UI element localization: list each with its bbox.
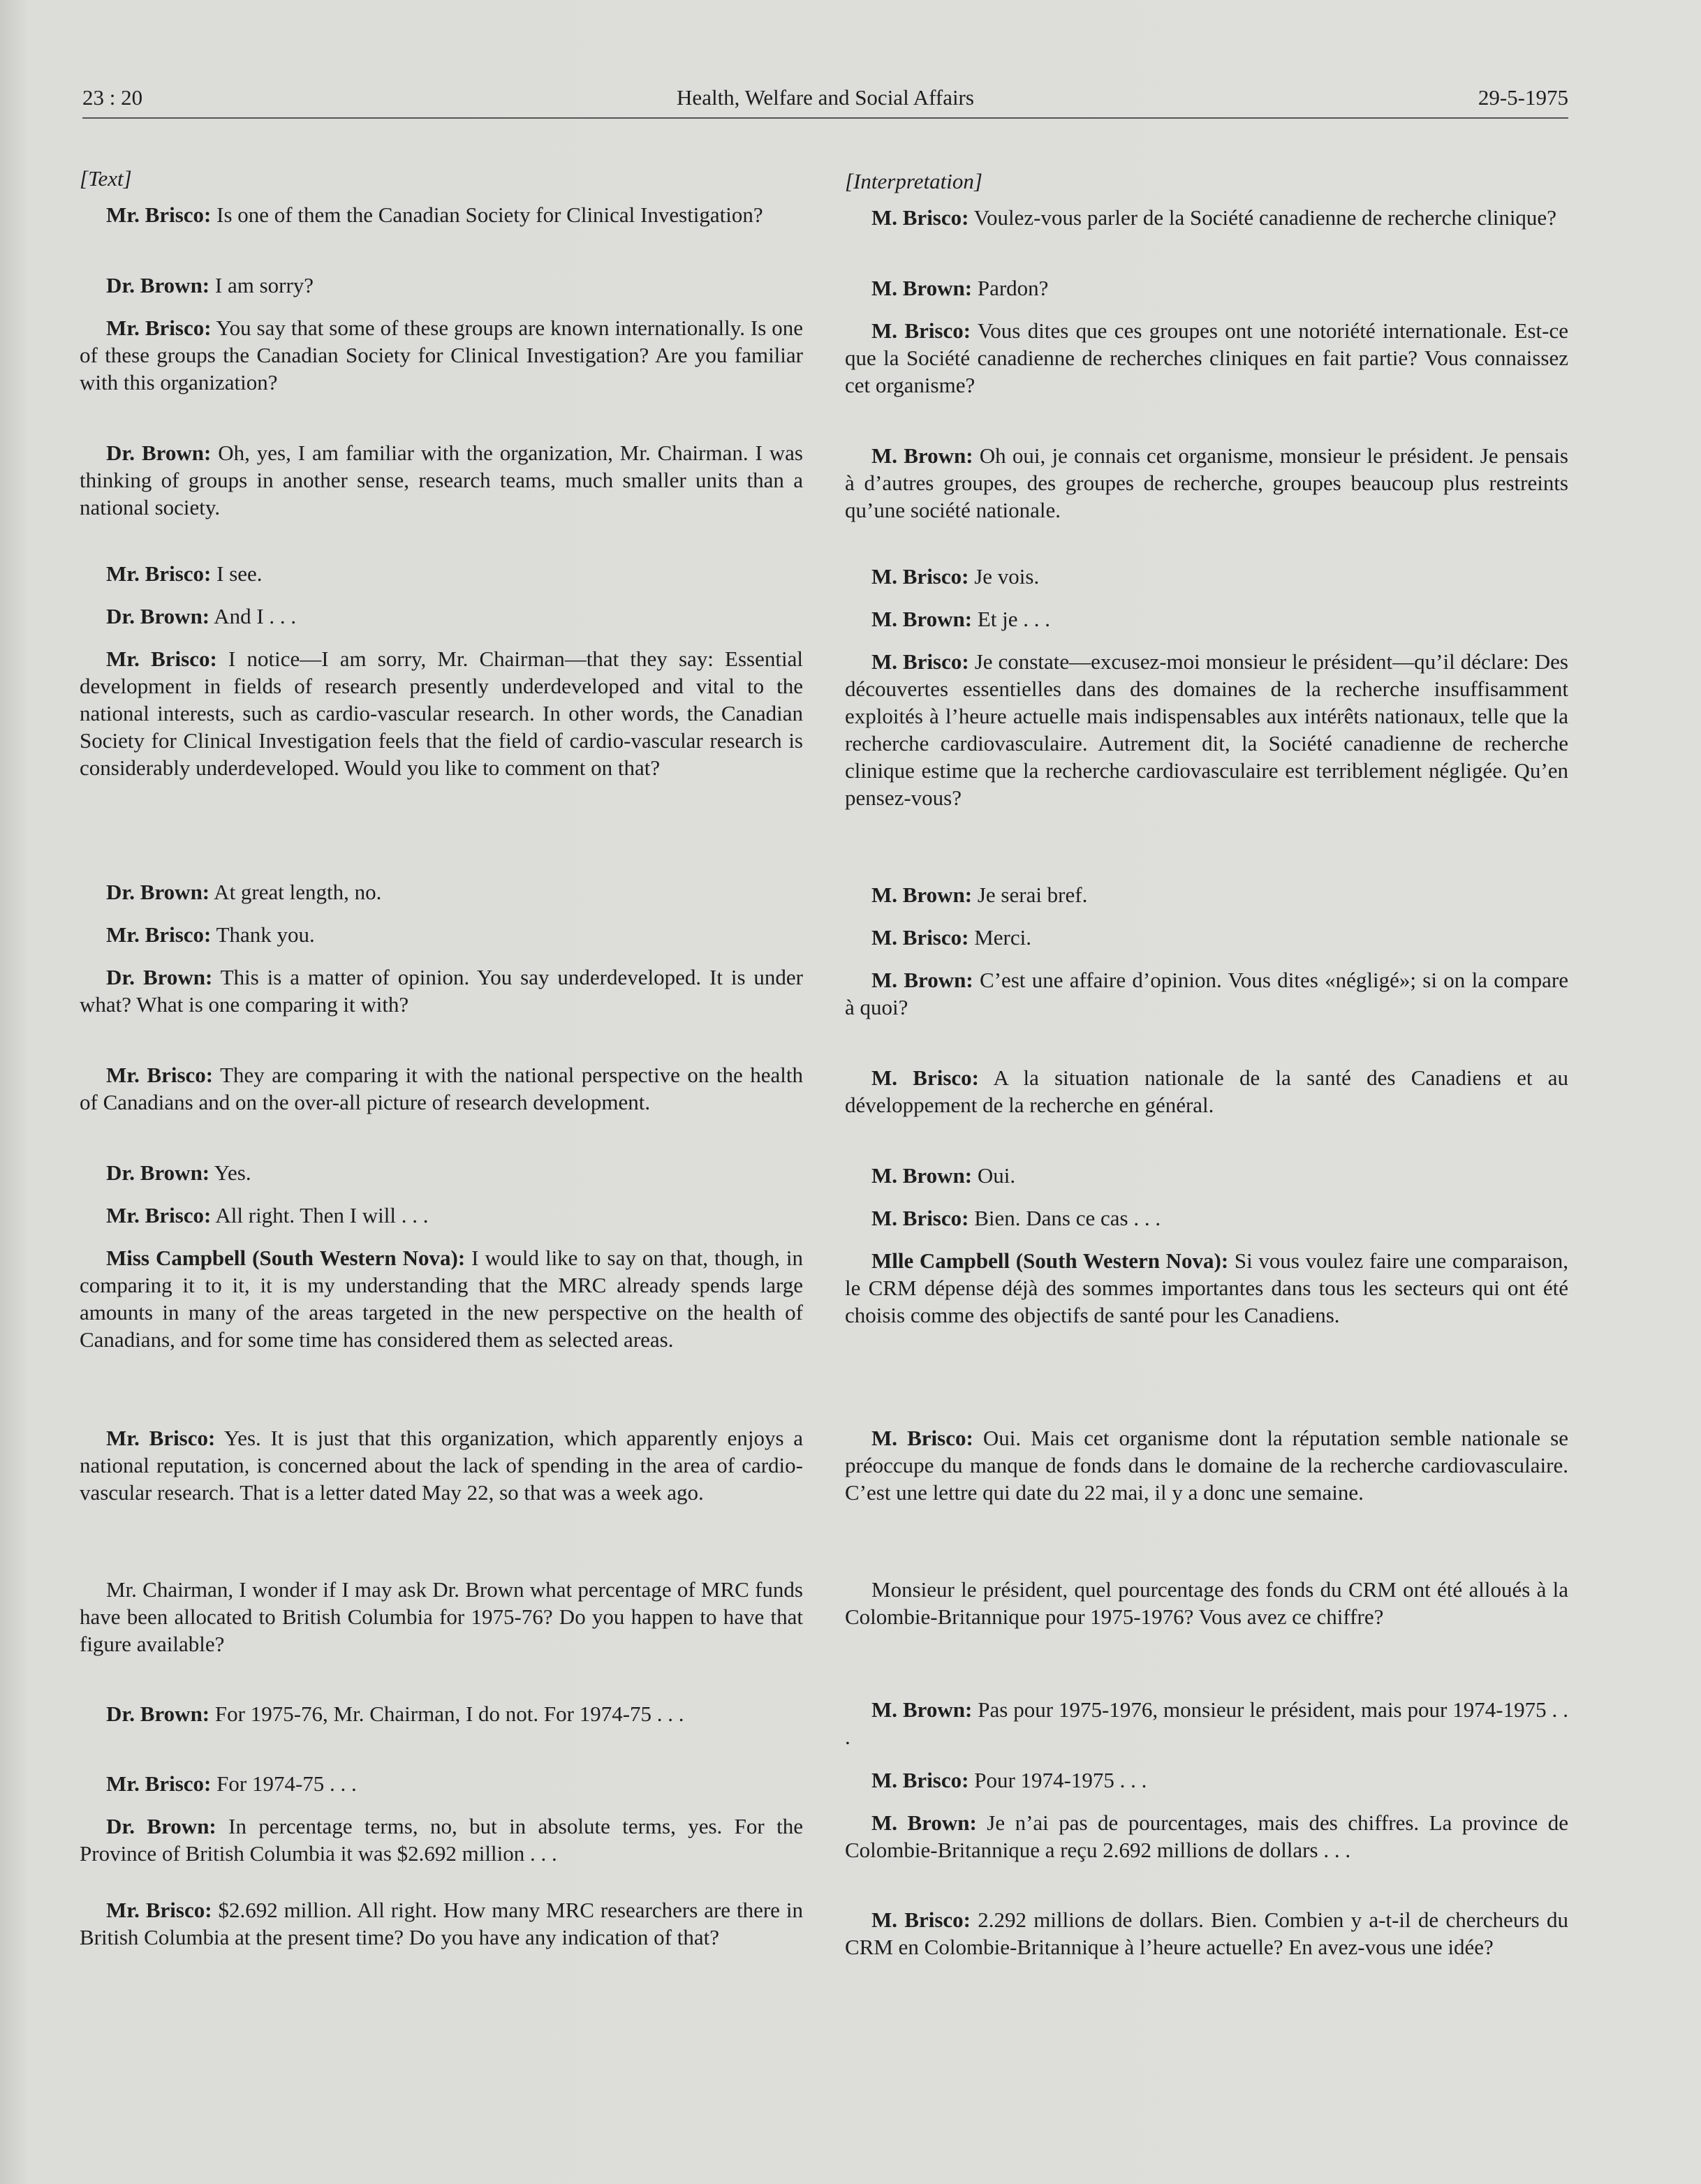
speech-text: They are comparing it with the national perspective on the health of Canadians and on the over-all picture of research development. (80, 1063, 803, 1114)
transcript-paragraph (80, 1896, 803, 1951)
speech-text: I notice—I am sorry, Mr. Chairman—that they say: Essential development in fields of research presently underdeveloped and vital to the national interests, such as cardio-vascular research. In other words, the Canadian Society for Clinical Investigation feels that the field of cardio-vascular research is considerably underdeveloped. Would you like to comment on that? (80, 647, 803, 780)
transcript-paragraph (845, 1766, 1568, 1794)
speaker-name: Mr. Brisco: (106, 316, 212, 340)
speech-text: Je serai bref. (972, 883, 1088, 907)
transcript-paragraph (80, 964, 803, 1018)
speech-text: C’est une affaire d’opinion. Vous dites «négligé»; si on la compare à quoi? (845, 968, 1568, 1019)
speech-text: Merci. (969, 925, 1031, 950)
speech-text: Monsieur le président, quel pourcentage des fonds du CRM ont été alloués à la Colombie-Britannique pour 1975-1976? Vous avez ce chiffre? (845, 1577, 1568, 1629)
speech-text: Je constate—excusez-moi monsieur le président—qu’il déclare: Des découvertes essentielles dans des domaines de la recherche insuffisamment exploités à l’heure actuelle mais indispensables aux intérêts nationaux, telle que la recherche cardiovasculaire. Autrement dit, la Société canadienne de recherche clinique estime que la recherche cardiovasculaire est terriblement négligée. Qu’en pensez-vous? (845, 649, 1568, 810)
column-label: [Interpretation] (845, 169, 982, 193)
speech-text: Bien. Dans ce cas . . . (969, 1206, 1161, 1230)
transcript-paragraph (80, 1244, 803, 1353)
transcript-paragraph (80, 1202, 803, 1229)
transcript-paragraph (845, 605, 1568, 633)
speech-text: Yes. (209, 1160, 251, 1185)
speaker-name: M. Brisco: (871, 1065, 979, 1090)
speech-text: At great length, no. (209, 880, 382, 904)
speaker-name: Mr. Brisco: (106, 1771, 212, 1796)
speaker-name: M. Brown: (871, 607, 973, 631)
transcript-paragraph (845, 1696, 1568, 1750)
transcript-paragraph (845, 648, 1568, 811)
transcript-paragraph (845, 1809, 1568, 1864)
speaker-name: Mlle Campbell (South Western Nova): (871, 1248, 1229, 1273)
speaker-name: M. Brisco: (871, 925, 969, 950)
speech-text: And I . . . (209, 604, 297, 628)
transcript-paragraph (845, 1204, 1568, 1232)
transcript-paragraph (80, 921, 803, 948)
speaker-name: Mr. Brisco: (106, 561, 212, 586)
speaker-name: Dr. Brown: (106, 1702, 210, 1726)
transcript-paragraph (80, 1770, 803, 1797)
transcript-paragraph (845, 1576, 1568, 1630)
transcript-paragraph (845, 1906, 1568, 1961)
speaker-name: Mr. Brisco: (106, 1203, 212, 1227)
transcript-paragraph (80, 645, 803, 781)
transcript-paragraph (80, 1576, 803, 1658)
transcript-paragraph (80, 1061, 803, 1116)
transcript-paragraph (80, 439, 803, 521)
speaker-name: M. Brisco: (871, 1768, 969, 1792)
speech-text: Voulez-vous parler de la Société canadienne de recherche clinique? (969, 205, 1556, 230)
speech-text: You say that some of these groups are known internationally. Is one of these groups the Canadian Society for Clinical Investigation? Are you familiar with this organization? (80, 316, 803, 394)
transcript-paragraph (845, 442, 1568, 524)
speaker-name: M. Brisco: (871, 649, 969, 674)
transcript-paragraph (80, 201, 803, 228)
speech-text: I see. (211, 561, 263, 586)
speech-text: Oui. (972, 1163, 1016, 1188)
speaker-name: Dr. Brown: (106, 273, 210, 297)
speaker-name: M. Brisco: (871, 205, 969, 230)
speaker-name: Dr. Brown: (106, 965, 213, 989)
speaker-name: M. Brisco: (871, 1426, 973, 1450)
transcript-paragraph (80, 272, 803, 299)
speaker-name: M. Brown: (871, 883, 973, 907)
speech-text: Je n’ai pas de pourcentages, mais des chiffres. La province de Colombie-Britannique a reçu 2.692 millions de dollars . . . (845, 1810, 1568, 1862)
speech-text: Yes. It is just that this organization, which apparently enjoys a national reputation, is concerned about the lack of spending in the area of cardio-vascular research. That is a letter dated May 22, so that was a week ago. (80, 1426, 804, 1505)
transcript-paragraph (845, 204, 1568, 231)
speech-text: Oh, yes, I am familiar with the organization, Mr. Chairman. I was thinking of groups in another sense, research teams, much smaller units than a national society. (80, 441, 803, 519)
speech-text: $2.692 million. All right. How many MRC researchers are there in British Columbia at the present time? Do you have any indication of that? (80, 1898, 803, 1949)
speech-text: Je vois. (969, 564, 1040, 589)
speech-text: Pour 1974-1975 . . . (969, 1768, 1147, 1792)
speaker-name: Mr. Brisco: (106, 1898, 212, 1922)
transcript-paragraph (845, 881, 1568, 908)
page-number: 23 : 20 (82, 85, 143, 110)
transcript-paragraph (845, 924, 1568, 951)
speech-text: All right. Then I will . . . (211, 1203, 429, 1227)
speech-text: Mr. Chairman, I wonder if I may ask Dr. Brown what percentage of MRC funds have been allocated to British Columbia for 1975-76? Do you happen to have that figure available? (80, 1577, 803, 1656)
speech-text: In percentage terms, no, but in absolute terms, yes. For the Province of British Columbia it was $2.692 million . . . (80, 1814, 803, 1866)
transcript-paragraph (80, 1159, 803, 1186)
speaker-name: Mr. Brisco: (106, 922, 212, 947)
transcript-paragraph (845, 563, 1568, 590)
transcript-paragraph (845, 1064, 1568, 1119)
transcript-paragraph (845, 274, 1568, 302)
speech-text: 2.292 millions de dollars. Bien. Combien y a-t-il de chercheurs du CRM en Colombie-Britannique à l’heure actuelle? En avez-vous une idée? (845, 1908, 1568, 1959)
speech-text: I would like to say on that, though, in comparing it to it, it is my understanding that the MRC already spends large amounts in many of the areas targeted in the new perspective on the health of Canadians, and for some time has considered them as selected areas. (80, 1246, 803, 1352)
speaker-name: Dr. Brown: (106, 880, 210, 904)
transcript-paragraph (80, 878, 803, 906)
transcript-paragraph (845, 317, 1568, 399)
transcript-paragraph (80, 1700, 803, 1727)
speaker-name: Mr. Brisco: (106, 1063, 214, 1087)
speaker-name: M. Brown: (871, 276, 973, 300)
speaker-name: Dr. Brown: (106, 441, 212, 465)
speech-text: This is a matter of opinion. You say underdeveloped. It is under what? What is one comparing it with? (80, 965, 804, 1017)
speaker-name: M. Brown: (871, 1163, 973, 1188)
page-header (82, 82, 1568, 119)
speech-text: Oui. Mais cet organisme dont la réputation semble nationale se préoccupe du manque de fonds dans le domaine de la recherche cardiovasculaire. C’est une lettre qui date du 22 mai, il y a donc une semaine. (845, 1426, 1568, 1505)
transcript-paragraph (80, 1424, 803, 1506)
speaker-name: Mr. Brisco: (106, 647, 217, 671)
speech-text: I am sorry? (209, 273, 314, 297)
speech-text: A la situation nationale de la santé des Canadiens et au développement de la recherche en général. (845, 1065, 1568, 1117)
speaker-name: M. Brisco: (871, 318, 971, 343)
transcript-paragraph (845, 1247, 1568, 1329)
speech-text: For 1974-75 . . . (211, 1771, 357, 1796)
speech-text: Thank you. (211, 922, 315, 947)
speaker-name: Dr. Brown: (106, 604, 210, 628)
transcript-paragraph (80, 314, 803, 396)
transcript-paragraph (80, 560, 803, 587)
transcript-paragraph (845, 966, 1568, 1021)
speech-text: Oh oui, je connais cet organisme, monsieur le président. Je pensais à d’autres groupes, des groupes de recherche, groupes beaucoup plus restreints qu’une société nationale. (845, 443, 1568, 522)
speaker-name: M. Brown: (871, 1697, 973, 1722)
speech-text: Pardon? (972, 276, 1049, 300)
speaker-name: Mr. Brisco: (106, 1426, 216, 1450)
speaker-name: Dr. Brown: (106, 1160, 210, 1185)
speaker-name: M. Brisco: (871, 564, 969, 589)
speech-text: Et je . . . (972, 607, 1051, 631)
column-label: [Text] (80, 166, 132, 191)
transcript-paragraph (845, 1424, 1568, 1506)
transcript-paragraph (80, 603, 803, 630)
speech-text: For 1975-76, Mr. Chairman, I do not. For 1974-75 . . . (209, 1702, 684, 1726)
transcript-paragraph (80, 1813, 803, 1867)
speech-text: Si vous voulez faire une comparaison, le CRM dépense déjà des sommes importantes dans tous les secteurs qui ont été choisis comme des objectifs de santé pour les Canadiens. (845, 1248, 1568, 1327)
speech-text: Is one of them the Canadian Society for Clinical Investigation? (211, 202, 763, 227)
speaker-name: Miss Campbell (South Western Nova): (106, 1246, 466, 1270)
speaker-name: M. Brown: (871, 443, 973, 468)
speaker-name: M. Brown: (871, 968, 973, 992)
speech-text: Pas pour 1975-1976, monsieur le président, mais pour 1974-1975 . . . (845, 1697, 1569, 1749)
running-title: Health, Welfare and Social Affairs (677, 85, 974, 110)
speaker-name: M. Brisco: (871, 1206, 969, 1230)
speaker-name: Mr. Brisco: (106, 202, 212, 227)
speaker-name: M. Brown: (871, 1810, 977, 1835)
speaker-name: Dr. Brown: (106, 1814, 216, 1838)
transcript-paragraph (845, 1162, 1568, 1189)
speech-text: Vous dites que ces groupes ont une notoriété internationale. Est-ce que la Société canadienne de recherches cliniques en fait partie? Vous connaissez cet organisme? (845, 318, 1568, 397)
speaker-name: M. Brisco: (871, 1908, 971, 1932)
header-date: 29-5-1975 (1478, 85, 1568, 110)
